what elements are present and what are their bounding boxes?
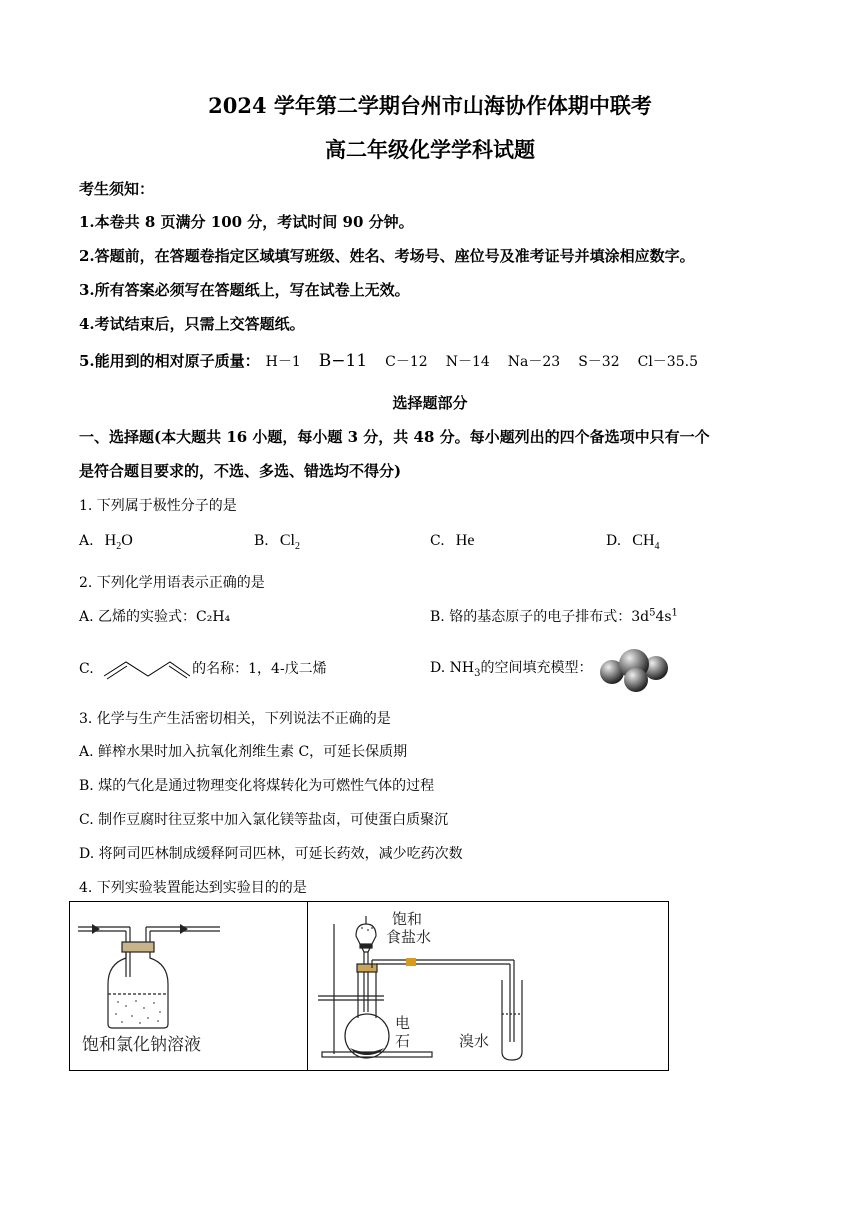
q3-option-c: C. 制作豆腐时往豆浆中加入氯化镁等盐卤，可使蛋白质聚沉	[79, 812, 449, 828]
exam-subtitle: 高二年级化学学科试题	[325, 137, 535, 162]
mass-s: S－32	[578, 354, 620, 370]
mass-label: 5.能用到的相对原子质量：	[79, 352, 260, 370]
pentadiene-skeletal-formula	[102, 657, 192, 681]
notice-item-3: 3.所有答案必须写在答题纸上，写在试卷上无效。	[79, 281, 410, 299]
q1-option-a: A. $H_2O$	[79, 532, 133, 553]
atomic-masses	[79, 350, 698, 371]
section-instruction-1: 一、选择题(本大题共 16 小题，每小题 3 分，共 48 分。每小题列出的四个备选项中只有一个	[79, 428, 710, 446]
mass-c: C－12	[385, 354, 428, 370]
nh3-space-filling-model	[598, 648, 672, 694]
q3-option-d: D. 将阿司匹林制成缓释阿司匹林，可延长药效，减少吃药次数	[79, 846, 463, 862]
mass-h: H－1	[265, 354, 301, 370]
mass-cl: Cl－35.5	[637, 354, 698, 370]
fig2-label-carbide-1: 电	[395, 1014, 411, 1032]
fig2-label-saturated: 饱和	[392, 910, 423, 928]
q4-figure-table	[69, 901, 669, 1071]
q2-option-d: D. $NH_3$的空间填充模型：	[430, 660, 593, 679]
q1-option-c: C. He	[430, 532, 475, 549]
mass-b: B−11	[318, 351, 368, 371]
q2-stem: 2. 下列化学用语表示正确的是	[79, 575, 265, 591]
notice-heading: 考生须知：	[79, 180, 155, 198]
notice-item-2: 2.答题前，在答题卷指定区域填写班级、姓名、考场号、座位号及准考证号并填涂相应数字。	[79, 247, 695, 265]
fig2-label-brine: 食盐水	[386, 928, 432, 946]
q1-option-b: B. $Cl_2$	[254, 532, 300, 553]
notice-item-1: 1.本卷共 8 页满分 100 分，考试时间 90 分钟。	[79, 213, 414, 231]
fig2-label-bromine-water: 溴水	[459, 1032, 490, 1050]
q2-option-b: B. 铬的基态原子的电子排布式：$3d^54s^1$	[430, 607, 678, 625]
fig2-label-carbide-2: 石	[395, 1032, 411, 1050]
notice-item-4: 4.考试结束后，只需上交答题纸。	[79, 315, 305, 333]
fig1-label: 饱和氯化钠溶液	[82, 1035, 201, 1055]
q1-stem: 1. 下列属于极性分子的是	[79, 498, 237, 514]
q1-option-d: D. $CH_4$	[606, 532, 660, 553]
mass-na: Na－23	[507, 354, 561, 370]
section-title: 选择题部分	[392, 394, 468, 412]
q2-option-a: A. 乙烯的实验式：C₂H₄	[79, 609, 231, 625]
q3-option-b: B. 煤的气化是通过物理变化将煤转化为可燃性气体的过程	[79, 778, 435, 794]
section-instruction-2: 是符合题目要求的，不选、多选、错选均不得分)	[79, 462, 402, 480]
q3-stem: 3. 化学与生产生活密切相关，下列说法不正确的是	[79, 711, 391, 727]
mass-n: N－14	[445, 354, 490, 370]
q4-stem: 4. 下列实验装置能达到实验目的的是	[79, 880, 307, 896]
q3-option-a: A. 鲜榨水果时加入抗氧化剂维生素 C，可延长保质期	[79, 744, 408, 760]
q2-option-c: C. 的名称：1，4-戊二烯	[79, 657, 327, 681]
exam-title: 2024 学年第二学期台州市山海协作体期中联考	[208, 93, 652, 118]
